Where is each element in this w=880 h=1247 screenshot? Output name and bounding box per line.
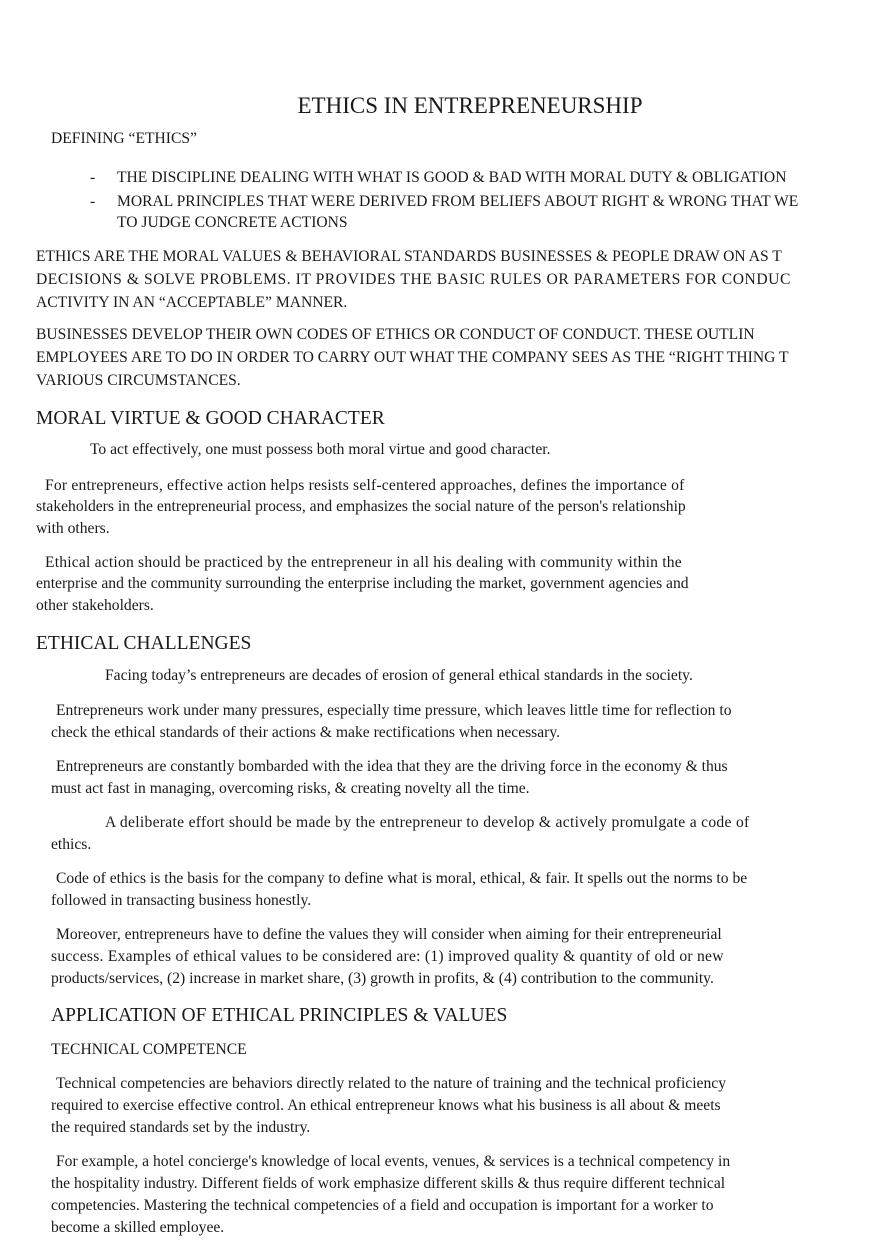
section-heading: APPLICATION OF ETHICAL PRINCIPLES & VALUES	[51, 1005, 508, 1026]
paragraph-line: with others.	[36, 520, 110, 537]
paragraph-line: Facing today’s entrepreneurs are decades of erosion of general ethical standards in the society.	[105, 667, 693, 684]
subsection-heading: TECHNICAL COMPETENCE	[51, 1041, 247, 1058]
paragraph-line: Entrepreneurs are constantly bombarded with the idea that they are the driving force in the economy & thus	[56, 758, 728, 775]
paragraph-line: the hospitality industry. Different fields of work emphasize different skills & thus require different technical	[51, 1175, 726, 1192]
paragraph-line: required to exercise effective control. An ethical entrepreneur knows what his business is all about & meets	[51, 1097, 721, 1114]
paragraph-line: DECISIONS & SOLVE PROBLEMS. IT PROVIDES THE BASIC RULES OR PARAMETERS FOR CONDUC	[36, 271, 791, 288]
paragraph-line: ETHICS ARE THE MORAL VALUES & BEHAVIORAL STANDARDS BUSINESSES & PEOPLE DRAW ON AS T	[36, 248, 782, 265]
paragraph-line: check the ethical standards of their actions & make rectifications when necessary.	[51, 724, 561, 741]
paragraph-line: ethics.	[51, 836, 92, 853]
paragraph-line: must act fast in managing, overcoming risks, & creating novelty all the time.	[51, 780, 530, 797]
paragraph-line: products/services, (2) increase in market share, (3) growth in profits, & (4) contribution to the community.	[51, 970, 714, 987]
bullet-dash: -	[90, 169, 96, 186]
bullet-dash: -	[90, 193, 96, 210]
paragraph-line: To act effectively, one must possess both moral virtue and good character.	[90, 441, 551, 458]
paragraph-line: become a skilled employee.	[51, 1219, 225, 1236]
bullet-text: MORAL PRINCIPLES THAT WERE DERIVED FROM BELIEFS ABOUT RIGHT & WRONG THAT WE	[117, 193, 799, 210]
paragraph-line: Ethical action should be practiced by the entrepreneur in all his dealing with community within the	[45, 554, 682, 571]
paragraph-line: success. Examples of ethical values to be considered are: (1) improved quality & quantity of old or new	[51, 948, 724, 965]
paragraph-line: ACTIVITY IN AN “ACCEPTABLE” MANNER.	[36, 294, 348, 311]
page-title: ETHICS IN ENTREPRENEURSHIP	[297, 93, 643, 118]
paragraph-line: For example, a hotel concierge's knowledge of local events, venues, & services is a technical competency in	[56, 1153, 731, 1170]
section-heading: ETHICAL CHALLENGES	[36, 633, 252, 654]
defining-heading: DEFINING “ETHICS”	[51, 130, 197, 147]
paragraph-line: the required standards set by the industry.	[51, 1119, 311, 1136]
paragraph-line: other stakeholders.	[36, 597, 154, 614]
paragraph-line: competencies. Mastering the technical competencies of a field and occupation is important for a worker to	[51, 1197, 714, 1214]
paragraph-line: Moreover, entrepreneurs have to define the values they will consider when aiming for their entrepreneurial	[56, 926, 722, 943]
paragraph-line: stakeholders in the entrepreneurial process, and emphasizes the social nature of the person's relationship	[36, 498, 686, 515]
paragraph-line: A deliberate effort should be made by the entrepreneur to develop & actively promulgate a code of	[105, 814, 750, 831]
paragraph-line: Technical competencies are behaviors directly related to the nature of training and the technical proficiency	[56, 1075, 726, 1092]
paragraph-line: VARIOUS CIRCUMSTANCES.	[36, 372, 241, 389]
paragraph-line: BUSINESSES DEVELOP THEIR OWN CODES OF ETHICS OR CONDUCT OF CONDUCT. THESE OUTLIN	[36, 326, 755, 343]
paragraph-line: Entrepreneurs work under many pressures, especially time pressure, which leaves little time for reflection to	[56, 702, 732, 719]
bullet-text: THE DISCIPLINE DEALING WITH WHAT IS GOOD & BAD WITH MORAL DUTY & OBLIGATION	[117, 169, 787, 186]
paragraph-line: Code of ethics is the basis for the company to define what is moral, ethical, & fair. It spells out the norms to be	[56, 870, 748, 887]
paragraph-line: EMPLOYEES ARE TO DO IN ORDER TO CARRY OUT WHAT THE COMPANY SEES AS THE “RIGHT THING T	[36, 349, 789, 366]
section-heading: MORAL VIRTUE & GOOD CHARACTER	[36, 408, 385, 429]
paragraph-line: enterprise and the community surrounding the enterprise including the market, government agencies and	[36, 575, 689, 592]
paragraph-line: followed in transacting business honestly.	[51, 892, 312, 909]
bullet-text: TO JUDGE CONCRETE ACTIONS	[117, 214, 348, 231]
paragraph-line: For entrepreneurs, effective action helps resists self-centered approaches, defines the importance of	[45, 477, 685, 494]
